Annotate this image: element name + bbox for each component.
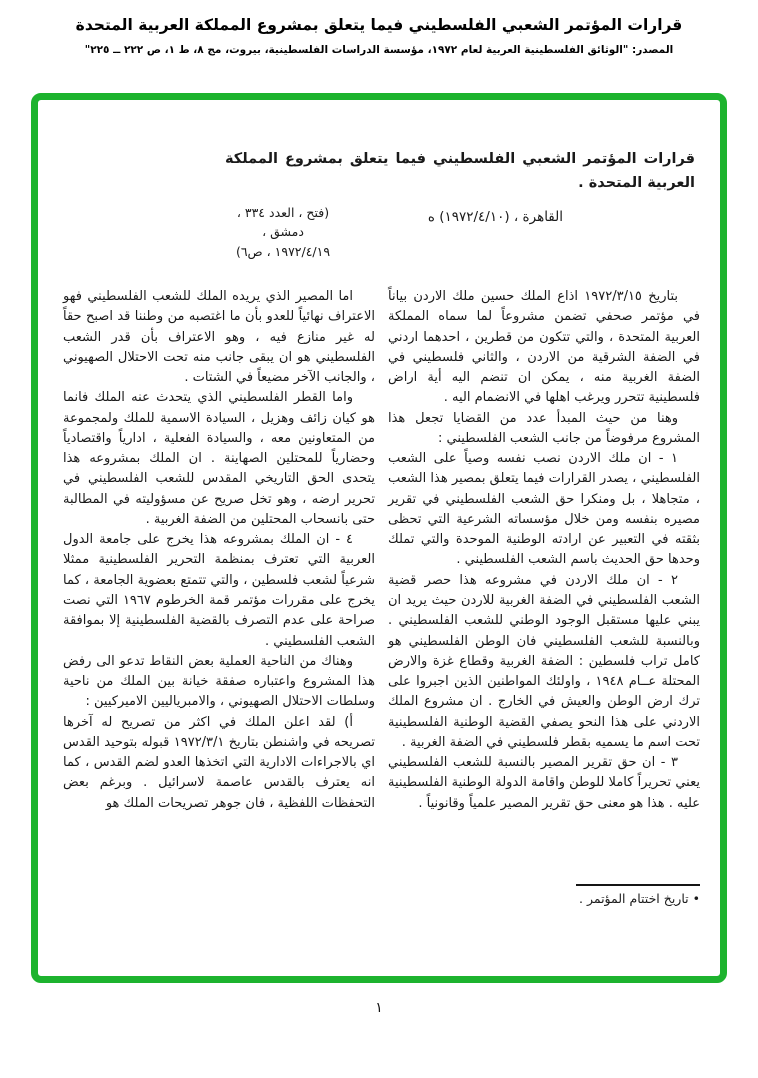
page-header (0, 16, 758, 56)
footnote (490, 884, 700, 906)
footnote-marker: • (692, 891, 700, 906)
doc-title-line1: قرارات المؤتمر الشعبي الفلسطيني فيما يتعلق بمشروع المملكة (225, 151, 695, 167)
footnote-label: تاريخ اختتام المؤتمر . (579, 891, 689, 906)
column-right (388, 287, 700, 814)
body-columns (63, 287, 700, 814)
paragraph: ١ - ان ملك الاردن نصب نفسه وصياً على الشعب الفلسطيني ، يصدر القرارات فيما يتعلق بمصير هذا الشعب ، متجاهلا ، بل ومنكرا حق الشعب الفلسطيني في تقرير مصيره بنفسه ومن خلال مؤسساته الشرعية التي تحظى بثقته في التعبير عن ارادته الوطنية الموحدة والتي تملك وحدها حق الحديث باسم الشعب الفلسطيني . (388, 451, 700, 568)
footnote-text (490, 891, 700, 906)
paragraph: ٢ - ان ملك الاردن في مشروعه هذا حصر قضية الشعب الفلسطيني في الضفة الغربية للاردن حيث يريد ان يبني عليها مستقبل الوجود الوطني للشعب الفلسطيني . وبالنسبة للشعب الفلسطيني فان الوطن الفلسطيني هو كامل تراب فلسطين : الضفة الغربية وقطاع غزة والارض المحتلة عــام ١٩٤٨ ، واولئك المواطنين الذين اجبروا على ترك ارض الوطن والعيش في الخارج . ان مشروع الملك الاردني على هذا النحو يصفي القضية الوطنية الفلسطينية تحت اسم ما يسميه بقطر فلسطيني في الضفة الغربية . (388, 572, 700, 750)
doc-citation (218, 203, 348, 261)
doc-title (225, 148, 695, 196)
paragraph: ٣ - ان حق تقرير المصير بالنسبة للشعب الفلسطيني يعني تحريراً كاملا للوطن واقامة الدولة الوطنية الفلسطينية عليه . هذا هو معنى حق تقرير المصير علمياً وقانونياً . (388, 755, 700, 811)
header-source: المصدر: "الوثائق الفلسطينية العربية لعام ١٩٧٢، مؤسسة الدراسات الفلسطينية، بيروت، مج ٨، ط ١، ص ٢٢٢ ــ ٢٢٥" (84, 44, 674, 56)
header-title: قرارات المؤتمر الشعبي الفلسطيني فيما يتعلق بمشروع المملكة العربية المتحدة (75, 16, 683, 34)
paragraph: وهنا من حيث المبدأ عدد من القضايا تجعل هذا المشروع مرفوضاً من جانب الشعب الفلسطيني : (388, 410, 700, 446)
paragraph: أ) لقد اعلن الملك في اكثر من تصريح له آخرها تصريحه في واشنطن بتاريخ ١٩٧٢/٣/١ قبوله بتوحيد القدس اي بالاجراءات الادارية التي اتخذها العدو لضم القدس ، كما انه يعترف بالقدس عاصمة لاسرائيل . وبرغم بعض التحفظات اللفظية ، فان جوهر تصريحات الملك هو (63, 714, 375, 811)
footnote-rule (576, 884, 700, 886)
column-left (63, 287, 375, 814)
citation-line1: (فتح ، العدد ٣٣٤ ، دمشق ، (236, 205, 330, 240)
paragraph: بتاريخ ١٩٧٢/٣/١٥ اذاع الملك حسين ملك الاردن بياناً في مؤتمر صحفي تضمن مشروعاً لما سماه المملكة العربية المتحدة ، والتي تتكون من قطرين ، احدهما اردني في الضفة الشرقية من الاردن ، والثاني فلسطيني في الضفة الغربية منه ، يمكن ان تنضم اليه أية اراض فلسطينية تتحرر ويرغب اهلها في الانضمام اليه . (388, 289, 700, 406)
citation-line2: ١٩٧٢/٤/١٩ ، ص٦) (235, 243, 331, 259)
document-frame (31, 93, 727, 983)
page-number: ١ (375, 1000, 383, 1016)
doc-dateline: القاهرة ، (١٩٧٢/٤/١٠) ه (427, 209, 563, 225)
paragraph: ٤ - ان الملك بمشروعه هذا يخرج على جامعة الدول العربية التي تعترف بمنظمة التحرير الفلسطينية ممثلا شرعياً لشعب فلسطين ، والتي تتمتع بعضوية الجامعة ، كما يخرج على مقررات مؤتمر قمة الخرطوم ١٩٦٧ التي نصت صراحة على عدم التصرف بالقضية الفلسطينية إلا بموافقة الشعب الفلسطيني . (63, 532, 375, 649)
paragraph: واما القطر الفلسطيني الذي يتحدث عنه الملك فانما هو كيان زائف وهزيل ، السيادة الاسمية للملك ولمجموعة من المتعاونين معه ، والسيادة الفعلية ، ادارياً واقتصادياً وحضارياً للمحتلين الصهاينة . ان الملك بمشروعه هذا يتحدى الحق التاريخي المقدس للشعب الفلسطيني في تحرير ارضه ، وهو تخل صريح عن مسؤوليته في المطالبة حتى بانسحاب المحتلين من الضفة الغربية . (63, 390, 375, 527)
paragraph: وهناك من الناحية العملية بعض النقاط تدعو الى رفض هذا المشروع واعتباره صفقة خيانة بين الملك من ناحية وسلطات الاحتلال الصهيوني ، والامبرياليين الاميركيين : (63, 653, 375, 710)
doc-title-line2: العربية المتحدة . (578, 174, 695, 191)
paragraph: اما المصير الذي يريده الملك للشعب الفلسطيني فهو الاعتراف نهائياً للعدو بأن ما اغتصبه من وطننا قد اصبح حقاً له غير منازع فيه ، وهو الاعتراف بأن قدر الشعب الفلسطيني هو ان يبقى جانب منه تحت الاحتلال الصهيوني ، والجانب الآخر مضيعاً في الشتات . (63, 289, 375, 386)
